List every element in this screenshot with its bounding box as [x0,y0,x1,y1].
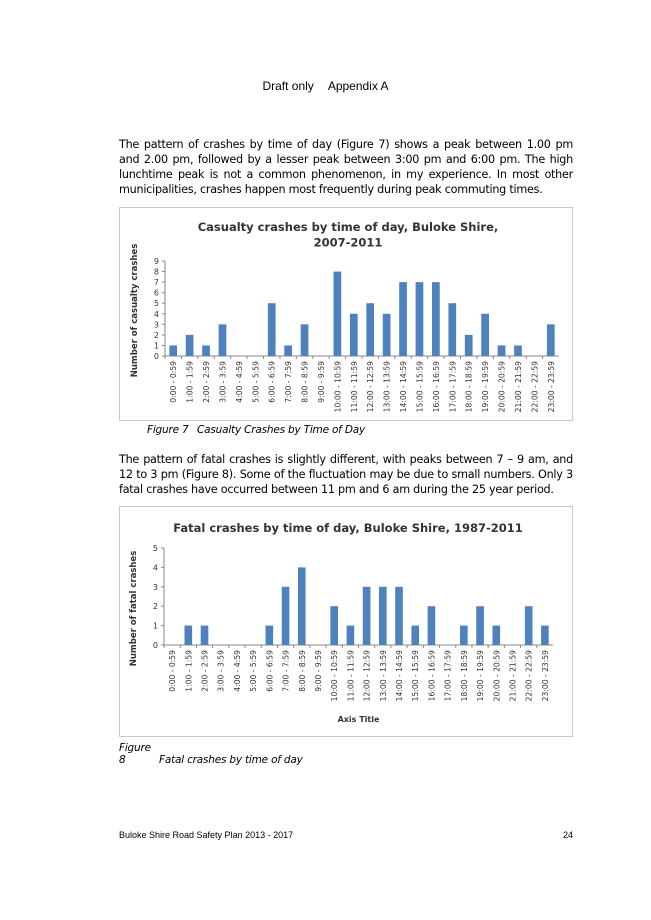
y-tick-label: 3 [153,320,159,330]
x-tick-label: 19:00 - 19:59 [476,650,486,702]
x-tick-label: 14:00 - 14:59 [395,650,405,702]
paragraph-crashes-time-of-day: The pattern of crashes by time of day (Figure 7) shows a peak between 1.00 pm and 2.00 pm, followed by a lesser peak between 3:00 pm and 6:00 pm. The high lunchtime peak is not a common phenomenon, in my experience. In most other municipalities, crashes happen most frequently during peak commuting times. [119,138,573,196]
x-tick-label: 6:00 - 6:59 [267,361,277,403]
x-tick-label: 15:00 - 15:59 [411,650,421,702]
x-tick-label: 20:00 - 20:59 [497,361,507,413]
bar [465,335,473,356]
paragraph-fatal-crashes: The pattern of fatal crashes is slightly different, with peaks between 7 – 9 am, and 12 to 3 pm (Figure 8). Some of the fluctuation may be due to small numbers. Only 3 fatal crashes have occurred between 11 pm and 6 am during the 25 year period. [119,453,573,496]
x-tick-label: 8:00 - 8:59 [297,650,307,692]
x-tick-label: 4:00 - 4:59 [234,361,244,403]
bar [525,606,533,645]
x-tick-label: 8:00 - 8:59 [300,361,310,403]
bar [399,282,407,356]
fatal-crashes-chart [120,507,572,736]
bar [363,587,371,645]
y-tick-label: 5 [152,544,158,553]
bar [334,272,342,356]
x-tick-label: 22:00 - 22:59 [530,361,540,413]
bar [460,626,468,645]
x-axis-label: Axis Title [337,715,380,724]
draft-label: Draft only [262,79,314,93]
x-tick-label: 14:00 - 14:59 [399,361,409,413]
x-tick-label: 7:00 - 7:59 [284,361,294,403]
x-tick-label: 21:00 - 21:59 [508,650,518,702]
x-tick-label: 5:00 - 5:59 [249,650,259,692]
y-tick-label: 0 [153,352,159,361]
x-tick-label: 18:00 - 18:59 [464,361,474,413]
x-tick-label: 9:00 - 9:59 [316,361,326,403]
figure-7-chart [119,207,573,421]
bar [411,626,419,645]
appendix-label: Appendix A [327,79,389,93]
y-tick-label: 4 [152,563,158,573]
y-tick-label: 1 [152,621,158,631]
x-tick-label: 0:00 - 0:59 [169,361,179,403]
bar [284,345,292,356]
bar [282,587,290,645]
y-tick-label: 2 [152,602,158,612]
figure-8-caption [119,742,303,766]
x-tick-label: 23:00 - 23:59 [546,361,556,413]
bar [347,626,355,645]
bar [448,303,456,356]
bar [379,587,387,645]
casualty-crashes-chart [120,208,572,420]
x-tick-label: 11:00 - 11:59 [349,361,359,413]
x-tick-label: 19:00 - 19:59 [481,361,491,413]
figure-7-caption-text: Casualty Crashes by Time of Day [197,424,365,436]
bar [547,324,555,356]
bar [541,626,549,645]
bar [185,626,193,645]
x-tick-label: 13:00 - 13:59 [382,361,392,413]
page-header [0,79,651,93]
bar [383,314,391,356]
figure-8-number: Figure 8 [119,742,151,766]
x-tick-label: 22:00 - 22:59 [524,650,534,702]
bar [395,587,403,645]
x-tick-label: 20:00 - 20:59 [492,650,502,702]
x-tick-label: 16:00 - 16:59 [427,650,437,702]
x-tick-label: 0:00 - 0:59 [168,650,178,692]
y-axis-label: Number of fatal crashes [129,550,139,667]
y-tick-label: 1 [153,341,159,351]
y-tick-label: 0 [152,641,158,650]
x-tick-label: 12:00 - 12:59 [362,650,372,702]
bar [169,345,177,356]
x-tick-label: 1:00 - 1:59 [185,361,195,403]
x-tick-label: 10:00 - 10:59 [330,650,340,702]
chart-title-line2: 2007-2011 [313,235,383,250]
y-tick-label: 3 [152,582,158,592]
figure-8-caption-text: Fatal crashes by time of day [159,754,303,766]
x-tick-label: 21:00 - 21:59 [513,361,523,413]
y-tick-label: 9 [153,257,159,266]
y-tick-label: 5 [153,299,159,309]
x-tick-label: 17:00 - 17:59 [443,650,453,702]
x-tick-label: 4:00 - 4:59 [232,650,242,692]
bar [366,303,374,356]
bar [416,282,424,356]
x-tick-label: 17:00 - 17:59 [448,361,458,413]
bar [350,314,358,356]
figure-8-chart [119,506,573,737]
bar [201,626,209,645]
bar [330,606,338,645]
x-tick-label: 5:00 - 5:59 [251,361,261,403]
x-tick-label: 10:00 - 10:59 [333,361,343,413]
x-tick-label: 2:00 - 2:59 [202,361,212,403]
x-tick-label: 13:00 - 13:59 [378,650,388,702]
x-tick-label: 3:00 - 3:59 [216,650,226,692]
bar [432,282,440,356]
bar [428,606,436,645]
bar [301,324,309,356]
y-tick-label: 2 [153,330,159,340]
page-footer [119,830,573,840]
x-tick-label: 15:00 - 15:59 [415,361,425,413]
chart-title: Fatal crashes by time of day, Buloke Shire, 1987-2011 [173,521,523,535]
figure-7-number: Figure 7 [147,424,189,436]
bar [202,345,210,356]
y-tick-label: 8 [153,267,159,277]
x-tick-label: 12:00 - 12:59 [366,361,376,413]
x-tick-label: 9:00 - 9:59 [313,650,323,692]
bar [298,567,306,645]
y-tick-label: 4 [153,309,159,319]
bar [481,314,489,356]
x-tick-label: 3:00 - 3:59 [218,361,228,403]
bar [498,345,506,356]
chart-title: Casualty crashes by time of day, Buloke Shire, [197,220,499,234]
bar [219,324,227,356]
x-tick-label: 6:00 - 6:59 [265,650,275,692]
bar [476,606,484,645]
x-tick-label: 23:00 - 23:59 [540,650,550,702]
bar [266,626,274,645]
bar [492,626,500,645]
bar [186,335,194,356]
footer-title: Buloke Shire Road Safety Plan 2013 - 2017 [119,830,294,840]
page-number: 24 [562,830,573,840]
x-tick-label: 2:00 - 2:59 [200,650,210,692]
x-tick-label: 16:00 - 16:59 [431,361,441,413]
y-tick-label: 7 [153,278,159,288]
bar [268,303,276,356]
y-tick-label: 6 [153,288,159,298]
bar [514,345,522,356]
y-axis-label: Number of casualty crashes [130,243,140,378]
x-tick-label: 11:00 - 11:59 [346,650,356,702]
x-tick-label: 18:00 - 18:59 [459,650,469,702]
x-tick-label: 7:00 - 7:59 [281,650,291,692]
x-tick-label: 1:00 - 1:59 [184,650,194,692]
figure-7-caption [147,424,365,436]
